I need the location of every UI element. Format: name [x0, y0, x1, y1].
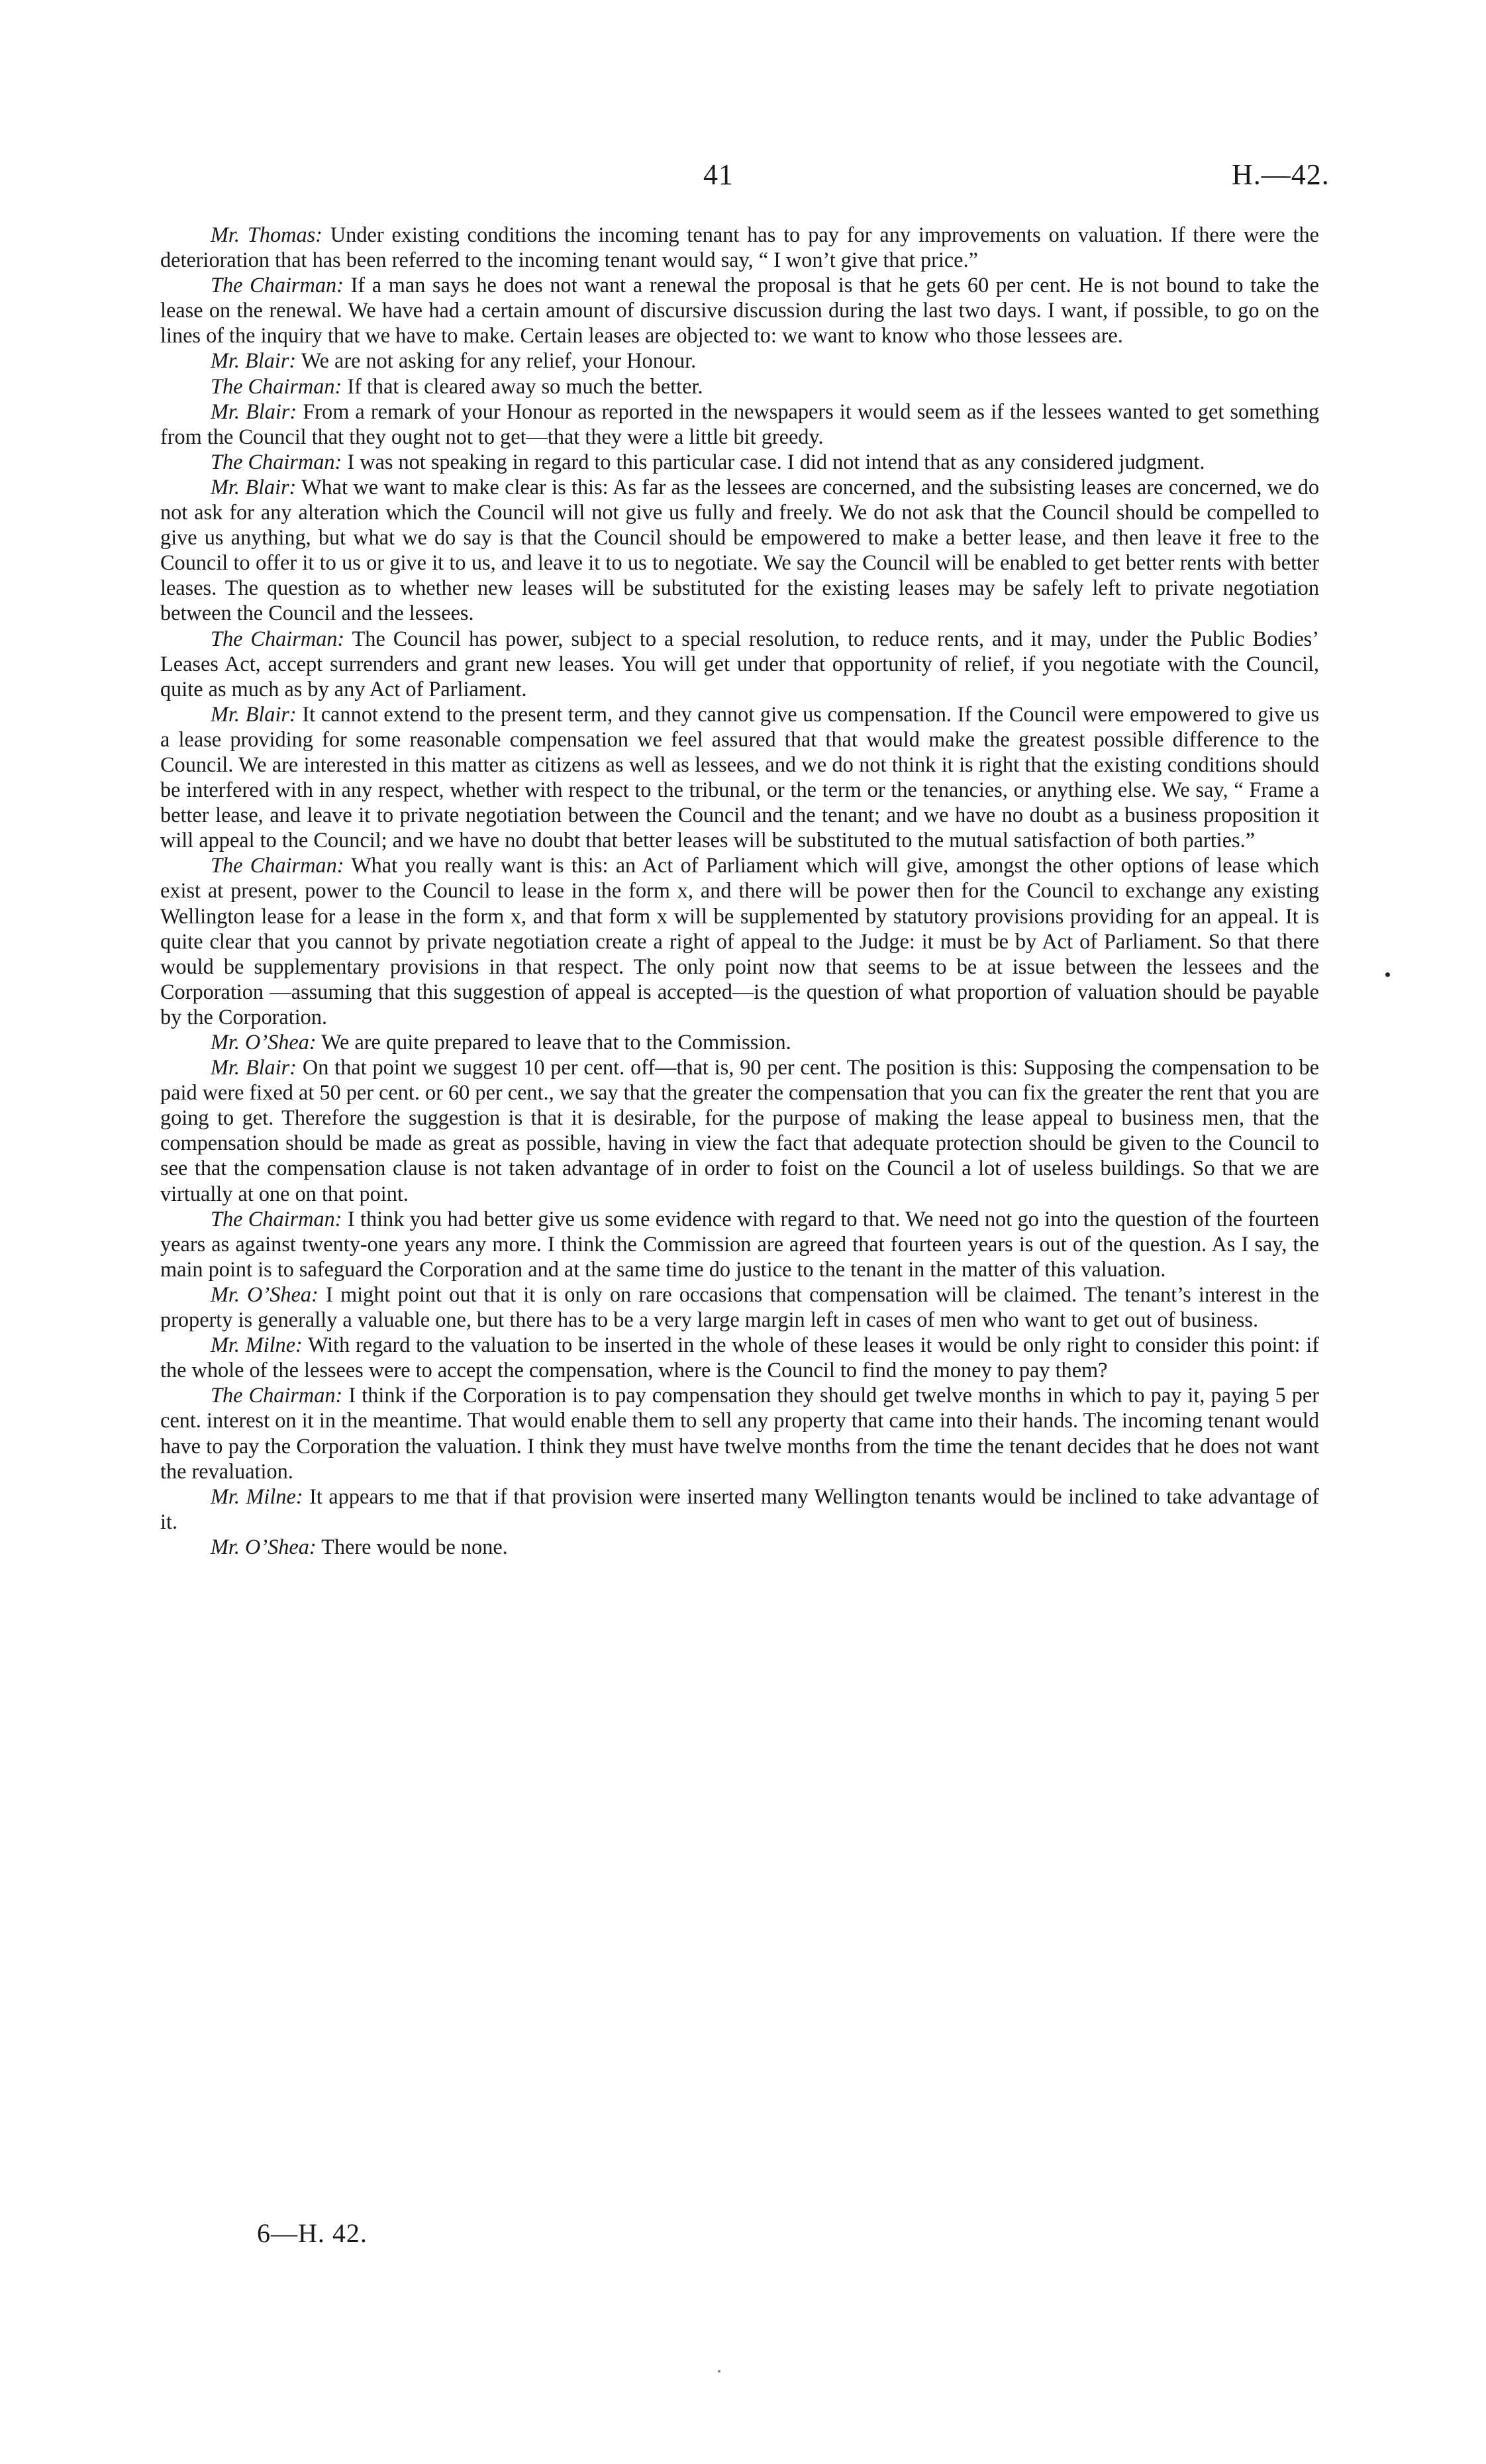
speaker-name: Mr. Milne: [211, 1484, 303, 1508]
paragraph-text: The Council has power, subject to a special resolution, to reduce rents, and it may, under the Public Bodies’ Leases Act, accept surrenders and grant new leases. You will get under that opportunity of relief, if you negotiate with the Council, quite as much as by any Act of Parliament. [160, 626, 1319, 701]
speaker-name: Mr. Thomas: [211, 223, 322, 246]
document-reference: H.—42. [1232, 158, 1330, 191]
margin-speck [1385, 972, 1390, 977]
paragraph-text: There would be none. [321, 1534, 508, 1559]
paragraph [160, 1382, 1319, 1483]
paragraph [160, 399, 1319, 449]
paragraph-text: We are quite prepared to leave that to the Commission. [321, 1030, 791, 1054]
paragraph [160, 1206, 1319, 1282]
speaker-name: The Chairman: [211, 1206, 342, 1231]
paragraph [160, 449, 1319, 474]
margin-speck [718, 2370, 720, 2373]
paragraph-text: What you really want is this: an Act of Parliament which will give, amongst the other options of lease which exist at present, power to the Council to lease in the form x, and there will be power then for the Council to exchange any existing Wellington lease for a lease in the form x, and that form x will be supplemented by statutory provisions providing for an appeal. It is quite clear that you cannot by private negotiation create a right of appeal to the Judge: it must be by Act of Parliament. So that there would be supplementary provisions in that respect. The only point now that seems to be at issue between the lessees and the Corporation —assuming that this suggestion of appeal is accepted—is the question of what proportion of valuation should be payable by the Corporation. [160, 853, 1319, 1029]
paragraph [160, 1484, 1319, 1534]
paragraph-text: It appears to me that if that provision were inserted many Wellington tenants would be inclined to take advantage of it. [160, 1484, 1319, 1533]
paragraph-text: With regard to the valuation to be inserted in the whole of these leases it would be only right to consider this point: if the whole of the lessees were to accept the compensation, where is the Council to find the money to pay them? [160, 1333, 1319, 1382]
speaker-name: Mr. Milne: [211, 1333, 303, 1357]
paragraph [160, 1282, 1319, 1332]
paragraph [160, 474, 1319, 626]
paragraph [160, 1534, 1319, 1559]
speaker-name: Mr. Blair: [211, 399, 297, 423]
paragraph-text: It cannot extend to the present term, and they cannot give us compensation. If the Council were empowered to give us a lease providing for some reasonable compensation we feel assured that that would make the greatest possible difference to the Council. We are interested in this matter as citizens as well as lessees, and we do not think it is right that the existing conditions should be interfered with in any respect, whether with respect to the tribunal, or the term or the tenancies, or anything else. We say, “ Frame a better lease, and leave it to private negotiation between the Council and the tenant; and we have no doubt as a business proposition it will appeal to the Council; and we have no doubt that better leases will be substituted to the mutual satisfaction of both parties.” [160, 701, 1320, 852]
speaker-name: Mr. O’Shea: [211, 1534, 317, 1559]
paragraph [160, 1029, 1319, 1054]
paragraph-text: I think you had better give us some evidence with regard to that. We need not go into the question of the fourteen years as against twenty-one years any more. I think the Commission are agreed that fourteen years is out of the question. As I say, the main point is to safeguard the Corporation and at the same time do justice to the tenant in the matter of this valuation. [160, 1206, 1320, 1281]
paragraph [160, 374, 1319, 399]
speaker-name: Mr. O’Shea: [211, 1282, 319, 1306]
paragraph-text: From a remark of your Honour as reported in the newspapers it would seem as if the lessees wanted to get something from the Council that they ought not to get—that they were a little bit greedy. [160, 399, 1319, 448]
paragraph-text: I might point out that it is only on rare occasions that compensation will be claimed. The tenant’s interest in the property is generally a valuable one, but there has to be a very large margin left in cases of men who want to get out of business. [160, 1282, 1319, 1332]
speaker-name: The Chairman: [211, 449, 342, 474]
paragraph-text: If that is cleared away so much the better. [347, 374, 703, 398]
paragraph [160, 852, 1319, 1029]
paragraph [160, 1054, 1319, 1206]
speaker-name: The Chairman: [211, 626, 345, 650]
paragraph [160, 222, 1319, 272]
speaker-name: Mr. O’Shea: [211, 1030, 317, 1054]
paragraph-text: What we want to make clear is this: As far as the lessees are concerned, and the subsisting leases are concerned, we do not ask for any alteration which the Council will not give us fully and freely. We do not ask that the Council should be compelled to give us anything, but what we do say is that the Council should be empowered to make a better lease, and then leave it free to the Council to offer it to us or give it to us, and leave it to us to negotiate. We say the Council will be enabled to get better rents with better leases. The question as to whether new leases will be substituted for the existing leases may be safely left to private negotiation between the Council and the lessees. [160, 474, 1319, 625]
paragraph [160, 626, 1319, 701]
paragraph-text: On that point we suggest 10 per cent. off—that is, 90 per cent. The position is this: Supposing the compensation to be paid were fixed at 50 per cent. or 60 per cent., we say that the greater the compensation that you can fix the greater the rent that you are going to get. Therefore the suggestion is that it is desirable, for the purpose of making the lease appeal to business men, that the compensation should be made as great as possible, having in view the fact that adequate protection should be given to the Council to see that the compensation clause is not taken advantage of in order to foist on the Council a lot of useless buildings. So that we are virtually at one on that point. [160, 1055, 1319, 1206]
page-number: 41 [703, 158, 734, 191]
speaker-name: Mr. Blair: [211, 1055, 297, 1080]
speaker-name: Mr. Blair: [211, 348, 297, 373]
paragraph-text: Under existing conditions the incoming tenant has to pay for any improvements on valuation. If there were the deterioration that has been referred to the incoming tenant would say, “ I won’t give that price.” [160, 223, 1319, 272]
speaker-name: The Chairman: [211, 273, 344, 297]
paragraph [160, 1332, 1319, 1382]
document-body [160, 222, 1319, 1559]
paragraph-text: We are not asking for any relief, your Honour. [301, 348, 697, 373]
speaker-name: Mr. Blair: [211, 701, 297, 726]
speaker-name: The Chairman: [211, 1383, 343, 1408]
signature-mark: 6—H. 42. [257, 2218, 368, 2248]
paragraph-text: I think if the Corporation is to pay compensation they should get twelve months in which to pay it, paying 5 per cent. interest on it in the meantime. That would enable them to sell any property that came into their hands. The incoming tenant would have to pay the Corporation the valuation. I think they must have twelve months from the time the tenant decides that he does not want the revaluation. [160, 1383, 1319, 1483]
speaker-name: Mr. Blair: [211, 474, 297, 499]
paragraph-text: I was not speaking in regard to this particular case. I did not intend that as any considered judgment. [347, 449, 1205, 474]
paragraph [160, 348, 1319, 373]
speaker-name: The Chairman: [211, 374, 342, 398]
paragraph-text: If a man says he does not want a renewal the proposal is that he gets 60 per cent. He is not bound to take the lease on the renewal. We have had a certain amount of discursive discussion during the last two days. I want, if possible, to go on the lines of the inquiry that we have to make. Certain leases are objected to: we want to know who those lessees are. [160, 273, 1319, 348]
speaker-name: The Chairman: [211, 853, 344, 878]
paragraph [160, 701, 1319, 853]
paragraph [160, 272, 1319, 348]
